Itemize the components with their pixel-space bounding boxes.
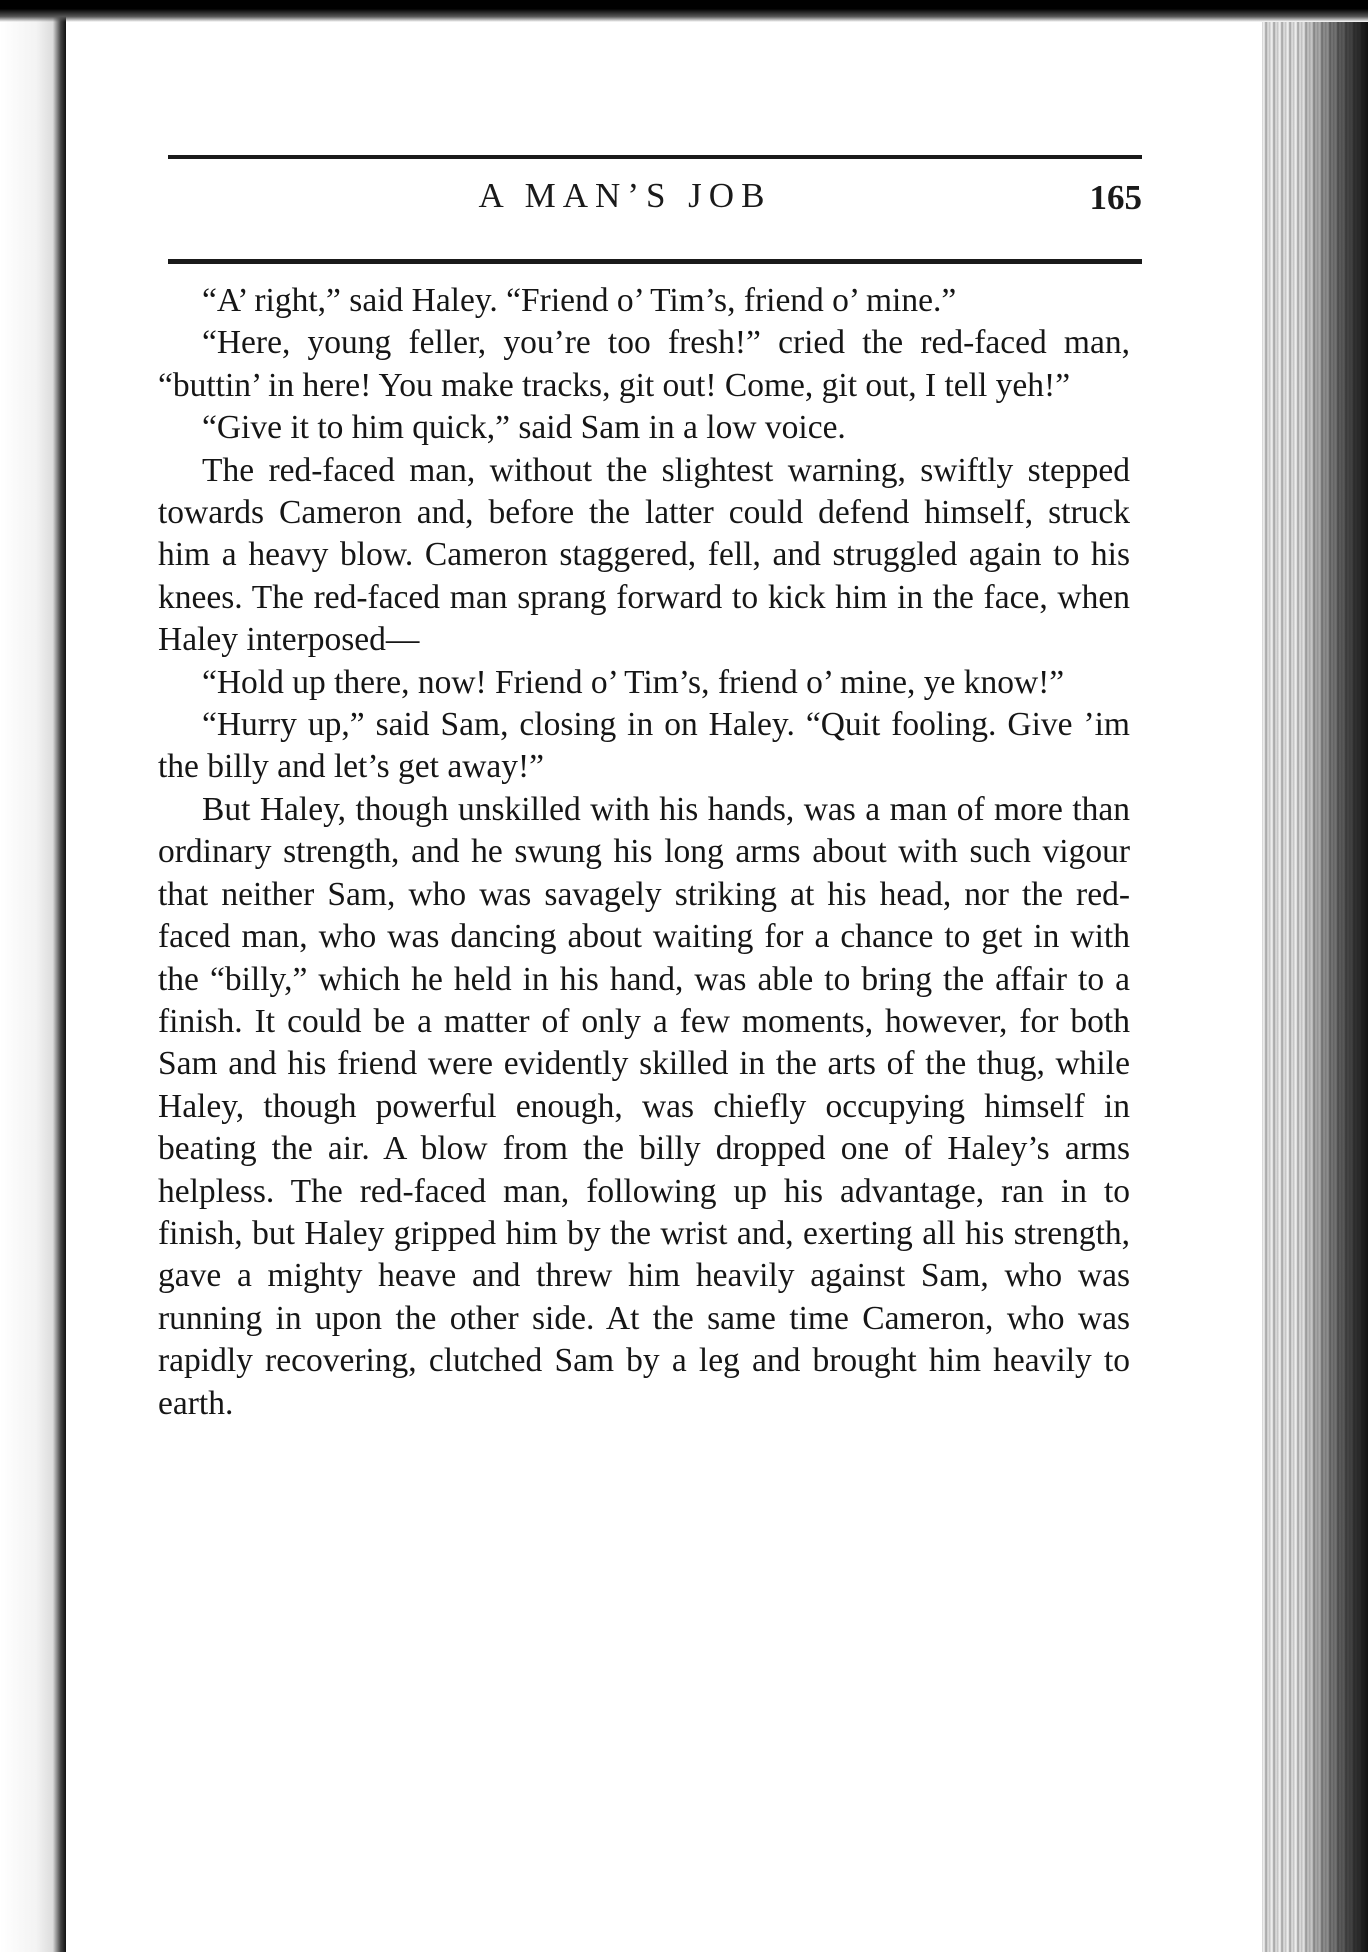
fore-edge-shadow: [1300, 22, 1368, 1952]
paragraph: “A’ right,” said Haley. “Friend o’ Tim’s, friend o’ mine.”: [202, 282, 957, 319]
page-number: 165: [1089, 178, 1142, 217]
header-top-rule: [168, 155, 1142, 159]
paragraph: “Here, young feller, you’re too fresh!” cried the red-faced man, “buttin’ in here! You make tracks, git out! Come, git out, I tell yeh!”: [158, 324, 1130, 404]
running-head: [168, 176, 1142, 240]
running-title: A MAN’S JOB: [478, 176, 772, 215]
paragraph: “Hurry up,” said Sam, closing in on Haley. “Quit fooling. Give ’im the billy and let’s get away!”: [158, 706, 1130, 786]
body-text: [158, 280, 1130, 1425]
paragraph: But Haley, though unskilled with his hands, was a man of more than ordinary strength, and he swung his long arms about with such vigour that neither Sam, who was savagely striking at his head, nor the red-faced man, who was dancing about waiting for a chance to get in with the “billy,” which he held in his hand, was able to bring the affair to a finish. It could be a matter of only a few moments, however, for both Sam and his friend were evidently skilled in the arts of the thug, while Haley, though powerful enough, was chiefly occupying himself in beating the air. A blow from the billy dropped one of Haley’s arms helpless. The red-faced man, following up his advantage, ran in to finish, but Haley gripped him by the wrist and, exerting all his strength, gave a mighty heave and threw him heavily against Sam, who was running in upon the other side. At the same time Cameron, who was rapidly recovering, clutched Sam by a leg and brought him heavily to earth.: [158, 790, 1130, 1422]
top-edge-shadow: [0, 0, 1368, 22]
paragraph: “Give it to him quick,” said Sam in a low voice.: [202, 409, 846, 447]
book-gutter-shadow: [0, 0, 66, 1952]
paragraph: The red-faced man, without the slightest warning, swiftly stepped towards Cameron and, before the latter could defend himself, struck him a heavy blow. Cameron staggered, fell, and struggled again to his knees. The red-faced man sprang forward to kick him in the face, when Haley interposed—: [158, 451, 1130, 659]
header-bottom-rule: [168, 259, 1142, 264]
paragraph: “Hold up there, now! Friend o’ Tim’s, friend o’ mine, ye know!”: [202, 663, 1065, 701]
